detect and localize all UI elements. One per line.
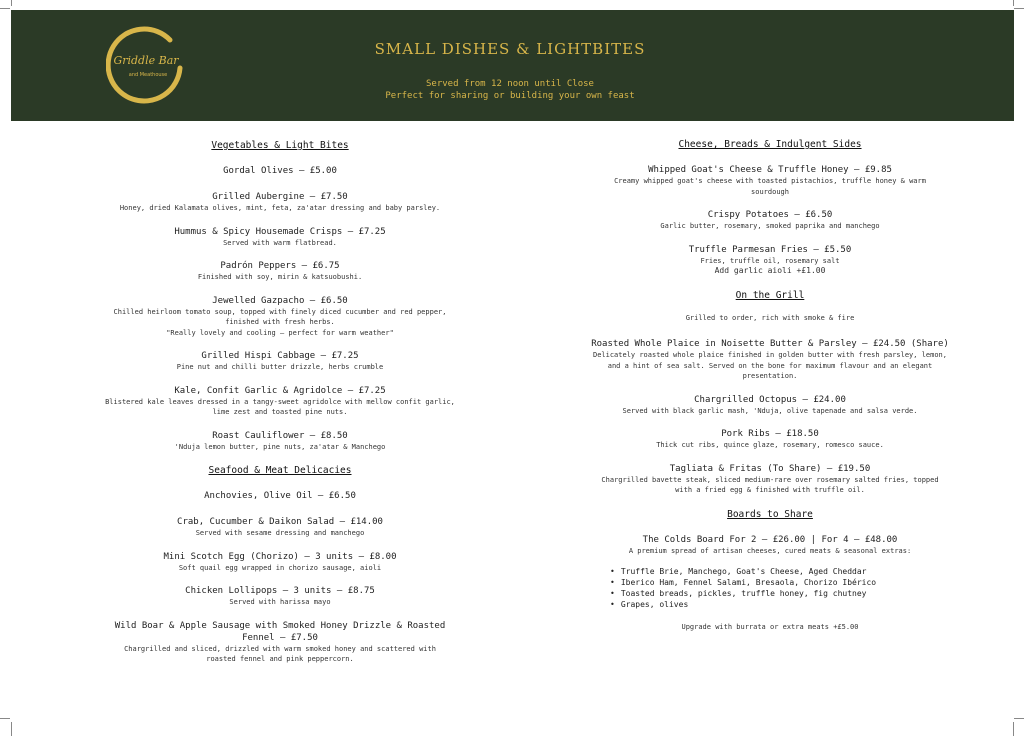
menu-item (85, 191, 475, 214)
dish-name: Hummus & Spicy Housemade Crisps – £7.25 (174, 226, 386, 237)
menu-item (85, 585, 475, 608)
dish-name: Padrón Peppers – £6.75 (220, 261, 340, 271)
dish-description: presentation. (742, 372, 798, 380)
header-subtitle: Served from 12 noon until Close (426, 79, 594, 89)
menu-item (85, 385, 475, 418)
dish-name: Mini Scotch Egg (Chorizo) – 3 units – £8.00 (163, 551, 397, 562)
crop-mark (0, 718, 10, 719)
menu-item (590, 428, 950, 451)
menu-item (590, 164, 950, 197)
section-title: Seafood & Meat Delicacies (208, 465, 352, 476)
menu-item (85, 516, 475, 539)
dish-description: Garlic butter, rosemary, smoked paprika and manchego (660, 222, 880, 230)
dish-name: Grilled Aubergine – £7.50 (212, 192, 348, 202)
right-column (590, 139, 950, 633)
dish-description: 'Nduja lemon butter, pine nuts, za'atar & Manchego (174, 442, 386, 451)
dish-description: and a hint of sea salt. Served on the bone for maximum flavour and an elegant (607, 361, 933, 370)
dish-description: Served with sesame dressing and manchego (195, 529, 365, 537)
dish-name: The Colds Board For 2 – £26.00 | For 4 – £48.00 (642, 534, 898, 545)
crop-mark (11, 722, 12, 736)
dish-name: Whipped Goat's Cheese & Truffle Honey – £9.85 (648, 165, 892, 175)
crop-mark (0, 8, 10, 9)
dish-name: Truffle Parmesan Fries – £5.50 (688, 244, 852, 255)
menu-item (85, 165, 475, 177)
dish-description: Soft quail egg wrapped in chorizo sausage, aioli (178, 563, 382, 572)
dish-name: Pork Ribs – £18.50 (721, 429, 819, 439)
dish-name: Roast Cauliflower – £8.50 (212, 430, 348, 441)
list-item: • Truffle Brie, Manchego, Goat's Cheese, Aged Cheddar (610, 566, 950, 577)
menu-item (85, 260, 475, 283)
dish-name: Roasted Whole Plaice in Noisette Butter & Parsley – £24.50 (Share) (591, 339, 949, 349)
dish-name: Chicken Lollipops – 3 units – £8.75 (185, 586, 375, 596)
dish-description: Chargrilled bavette steak, sliced medium-rare over rosemary salted fries, topped (601, 475, 939, 484)
section-title: Boards to Share (727, 508, 813, 520)
crop-mark (11, 0, 12, 6)
dish-description: Finished with soy, mirin & katsuobushi. (197, 273, 363, 281)
dish-description: sourdough (751, 187, 789, 196)
menu-item (590, 244, 950, 277)
menu-item (85, 295, 475, 339)
menu-item (85, 226, 475, 249)
dish-quote: "Really lovely and cooling – perfect for warm weather" (166, 328, 394, 337)
dish-description: Thick cut ribs, quince glaze, rosemary, romesco sauce. (656, 441, 884, 449)
dish-description: Served with black garlic mash, 'Nduja, olive tapenade and salsa verde. (622, 406, 918, 415)
page-title: SMALL DISHES & LIGHTBITES (374, 40, 646, 58)
dish-name: Jewelled Gazpacho – £6.50 (212, 295, 348, 306)
dish-description: Chargrilled and sliced, drizzled with warm smoked honey and scattered with (124, 644, 436, 653)
menu-item (85, 350, 475, 373)
crop-mark (1014, 718, 1024, 719)
dish-description: Pine nut and chilli butter drizzle, herbs crumble (176, 363, 384, 371)
menu-item (590, 394, 950, 417)
list-item: • Grapes, olives (610, 599, 950, 610)
dish-description: Honey, dried Kalamata olives, mint, feta, za'atar dressing and baby parsley. (119, 204, 441, 212)
menu-item (590, 209, 950, 232)
crop-mark (1014, 8, 1024, 9)
dish-description: Delicately roasted whole plaice finished in golden butter with fresh parsley, lemon, (592, 351, 947, 359)
dish-name: Crab, Cucumber & Daikon Salad – £14.00 (177, 517, 383, 527)
logo-subtext: and Meathouse (128, 72, 168, 78)
dish-name: Gordal Olives – £5.00 (223, 166, 337, 176)
dish-description: Served with warm flatbread. (223, 238, 337, 247)
header-subtitle: Perfect for sharing or building your own feast (385, 91, 635, 101)
dish-name: Grilled Hispi Cabbage – £7.25 (201, 351, 359, 361)
list-item: • Iberico Ham, Fennel Salami, Bresaola, Chorizo Ibérico (610, 577, 950, 588)
dish-name: Fennel – £7.50 (242, 632, 318, 643)
dish-description: Chilled heirloom tomato soup, topped with finely diced cucumber and red pepper, (113, 307, 447, 316)
menu-item (590, 463, 950, 496)
dish-addon: Add garlic aioli +£1.00 (714, 266, 826, 275)
menu-item (85, 620, 475, 665)
upgrade-note: Upgrade with burrata or extra meats +£5.00 (681, 623, 859, 631)
dish-name: Kale, Confit Garlic & Agridolce – £7.25 (174, 385, 386, 396)
menu-item (590, 534, 950, 557)
menu-item (85, 551, 475, 574)
menu-item (590, 338, 950, 382)
dish-description: with a fried egg & finished with truffle oil. (675, 486, 865, 494)
left-column (85, 140, 475, 665)
griddle-bar-logo (106, 26, 186, 106)
list-item: • Toasted breads, pickles, truffle honey, fig chutney (610, 588, 950, 599)
dish-name: Wild Boar & Apple Sausage with Smoked Honey Drizzle & Roasted (114, 620, 446, 631)
dish-description: Creamy whipped goat's cheese with toasted pistachios, truffle honey & warm (614, 177, 926, 185)
section-title: On the Grill (735, 289, 805, 301)
section-title: Cheese, Breads & Indulgent Sides (678, 139, 862, 150)
logo-text: Griddle Bar (113, 54, 179, 67)
dish-description: Served with harissa mayo (229, 598, 331, 606)
menu-item (85, 430, 475, 453)
crop-mark (1013, 722, 1014, 736)
dish-name: Crispy Potatoes – £6.50 (707, 210, 833, 220)
board-contents-list (610, 566, 950, 610)
menu-item (85, 490, 475, 502)
crop-mark (1013, 0, 1014, 6)
dish-description: roasted fennel and pink peppercorn. (206, 655, 354, 663)
dish-description: Fries, truffle oil, rosemary salt (700, 256, 840, 265)
dish-description: lime zest and toasted pine nuts. (212, 408, 348, 416)
dish-name: Anchovies, Olive Oil – £6.50 (204, 491, 356, 501)
dish-name: Tagliata & Fritas (To Share) – £19.50 (669, 463, 871, 474)
dish-description: finished with fresh herbs. (225, 318, 335, 326)
section-intro: Grilled to order, rich with smoke & fire (685, 313, 855, 322)
dish-description: Blistered kale leaves dressed in a tangy-sweet agridolce with mellow confit garlic, (105, 397, 455, 406)
section-title: Vegetables & Light Bites (211, 140, 349, 151)
dish-description: A premium spread of artisan cheeses, cured meats & seasonal extras: (628, 546, 912, 555)
dish-name: Chargrilled Octopus – £24.00 (694, 394, 846, 405)
